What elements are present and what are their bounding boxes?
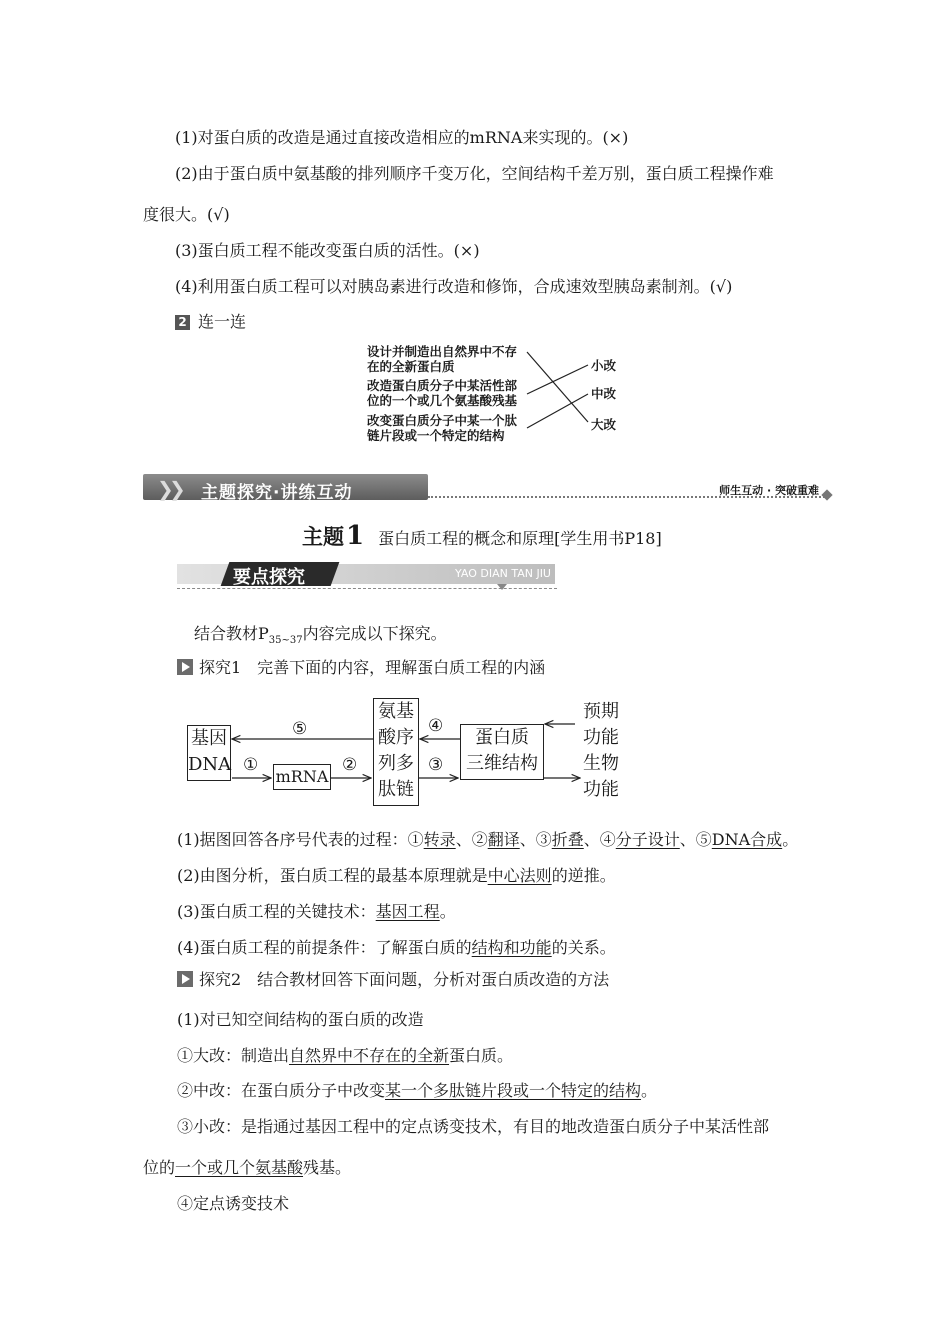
step-4-label: ④ [428,716,444,736]
mrna-box: mRNA [273,764,331,790]
match-right-1: 小改 [591,358,617,373]
step-2-label: ② [342,755,358,775]
gene-dna-box: 基因 DNA [187,725,231,781]
judgment-2-cont: 度很大。(√) [143,205,230,224]
judgment-2: (2)由于蛋白质中氨基酸的排列顺序千变万化，空间结构千差万别，蛋白质工程操作难 [175,164,774,183]
topic-text: 蛋白质工程的概念和原理[学生用书P18] [378,529,662,548]
step-5-label: ⑤ [292,719,308,739]
judgment-3: (3)蛋白质工程不能改变蛋白质的活性。(×) [175,241,480,260]
method-minor: ③小改：是指通过基因工程中的定点诱变技术，有目的地改造蛋白质分子中某活性部 [177,1117,770,1136]
match-left-2: 改造蛋白质分子中某活性部 位的一个或几个氨基酸残基 [367,378,518,408]
chevron-right-icon: ❯ [169,477,186,501]
protein-structure-box: 蛋白质 三维结构 [460,724,544,780]
banner-title: 主题探究·讲练互动 [201,483,353,503]
lianlian-title: 连一连 [198,312,247,331]
match-left-1: 设计并制造出自然界中不存 在的全新蛋白质 [367,344,518,374]
judgment-4: (4)利用蛋白质工程可以对胰岛素进行改造和修饰，合成速效型胰岛素制剂。(√) [175,277,733,296]
key-points-title: 要点探究 [233,567,305,588]
match-right-3: 大改 [591,417,617,432]
match-right-2: 中改 [591,386,617,401]
question-2: (2)由图分析，蛋白质工程的最基本原理就是中心法则的逆推。 [177,866,616,885]
topic-label: 主题 [302,525,344,549]
topic-number: 1 [346,521,365,551]
method-major: ①大改：制造出自然界中不存在的全新蛋白质。 [177,1046,514,1065]
question-1: (1)据图回答各序号代表的过程：①转录、②翻译、③折叠、④分子设计、⑤DNA合成。 [177,830,799,849]
amino-acid-box: 氨基 酸序 列多 肽链 [373,698,419,806]
method-1: (1)对已知空间结构的蛋白质的改造 [177,1010,424,1029]
step-1-label: ① [243,755,259,775]
chevron-right-icon: ❯ [157,477,174,501]
match-left-3: 改变蛋白质分子中某一个肽 链片段或一个特定的结构 [367,413,518,443]
intro-text: 结合教材$P_{35\sim 37}$内容完成以下探究。 [194,624,447,647]
explore-2-heading: 探究2 结合教材回答下面问题，分析对蛋白质改造的方法 [177,970,609,990]
question-4: (4)蛋白质工程的前提条件：了解蛋白质的结构和功能的关系。 [177,938,616,957]
method-minor-cont: 位的一个或几个氨基酸残基。 [143,1158,352,1177]
key-points-pinyin: YAO DIAN TAN JIU [455,567,551,580]
number-badge: 2 [175,315,190,330]
judgment-1: (1)对蛋白质的改造是通过直接改造相应的mRNA来实现的。(×) [175,128,629,147]
banner-subtitle: 师生互动 · 突破重难 [719,484,819,497]
function-label: 预期 功能 生物 功能 [583,701,619,800]
method-mutagenesis: ④定点诱变技术 [177,1194,290,1213]
explore-1-heading: 探究1 完善下面的内容，理解蛋白质工程的内涵 [177,658,545,678]
question-3: (3)蛋白质工程的关键技术：基因工程。 [177,902,456,921]
play-triangle-icon [177,971,193,987]
method-medium: ②中改：在蛋白质分子中改变某一个多肽链片段或一个特定的结构。 [177,1081,658,1100]
step-3-label: ③ [428,755,444,775]
